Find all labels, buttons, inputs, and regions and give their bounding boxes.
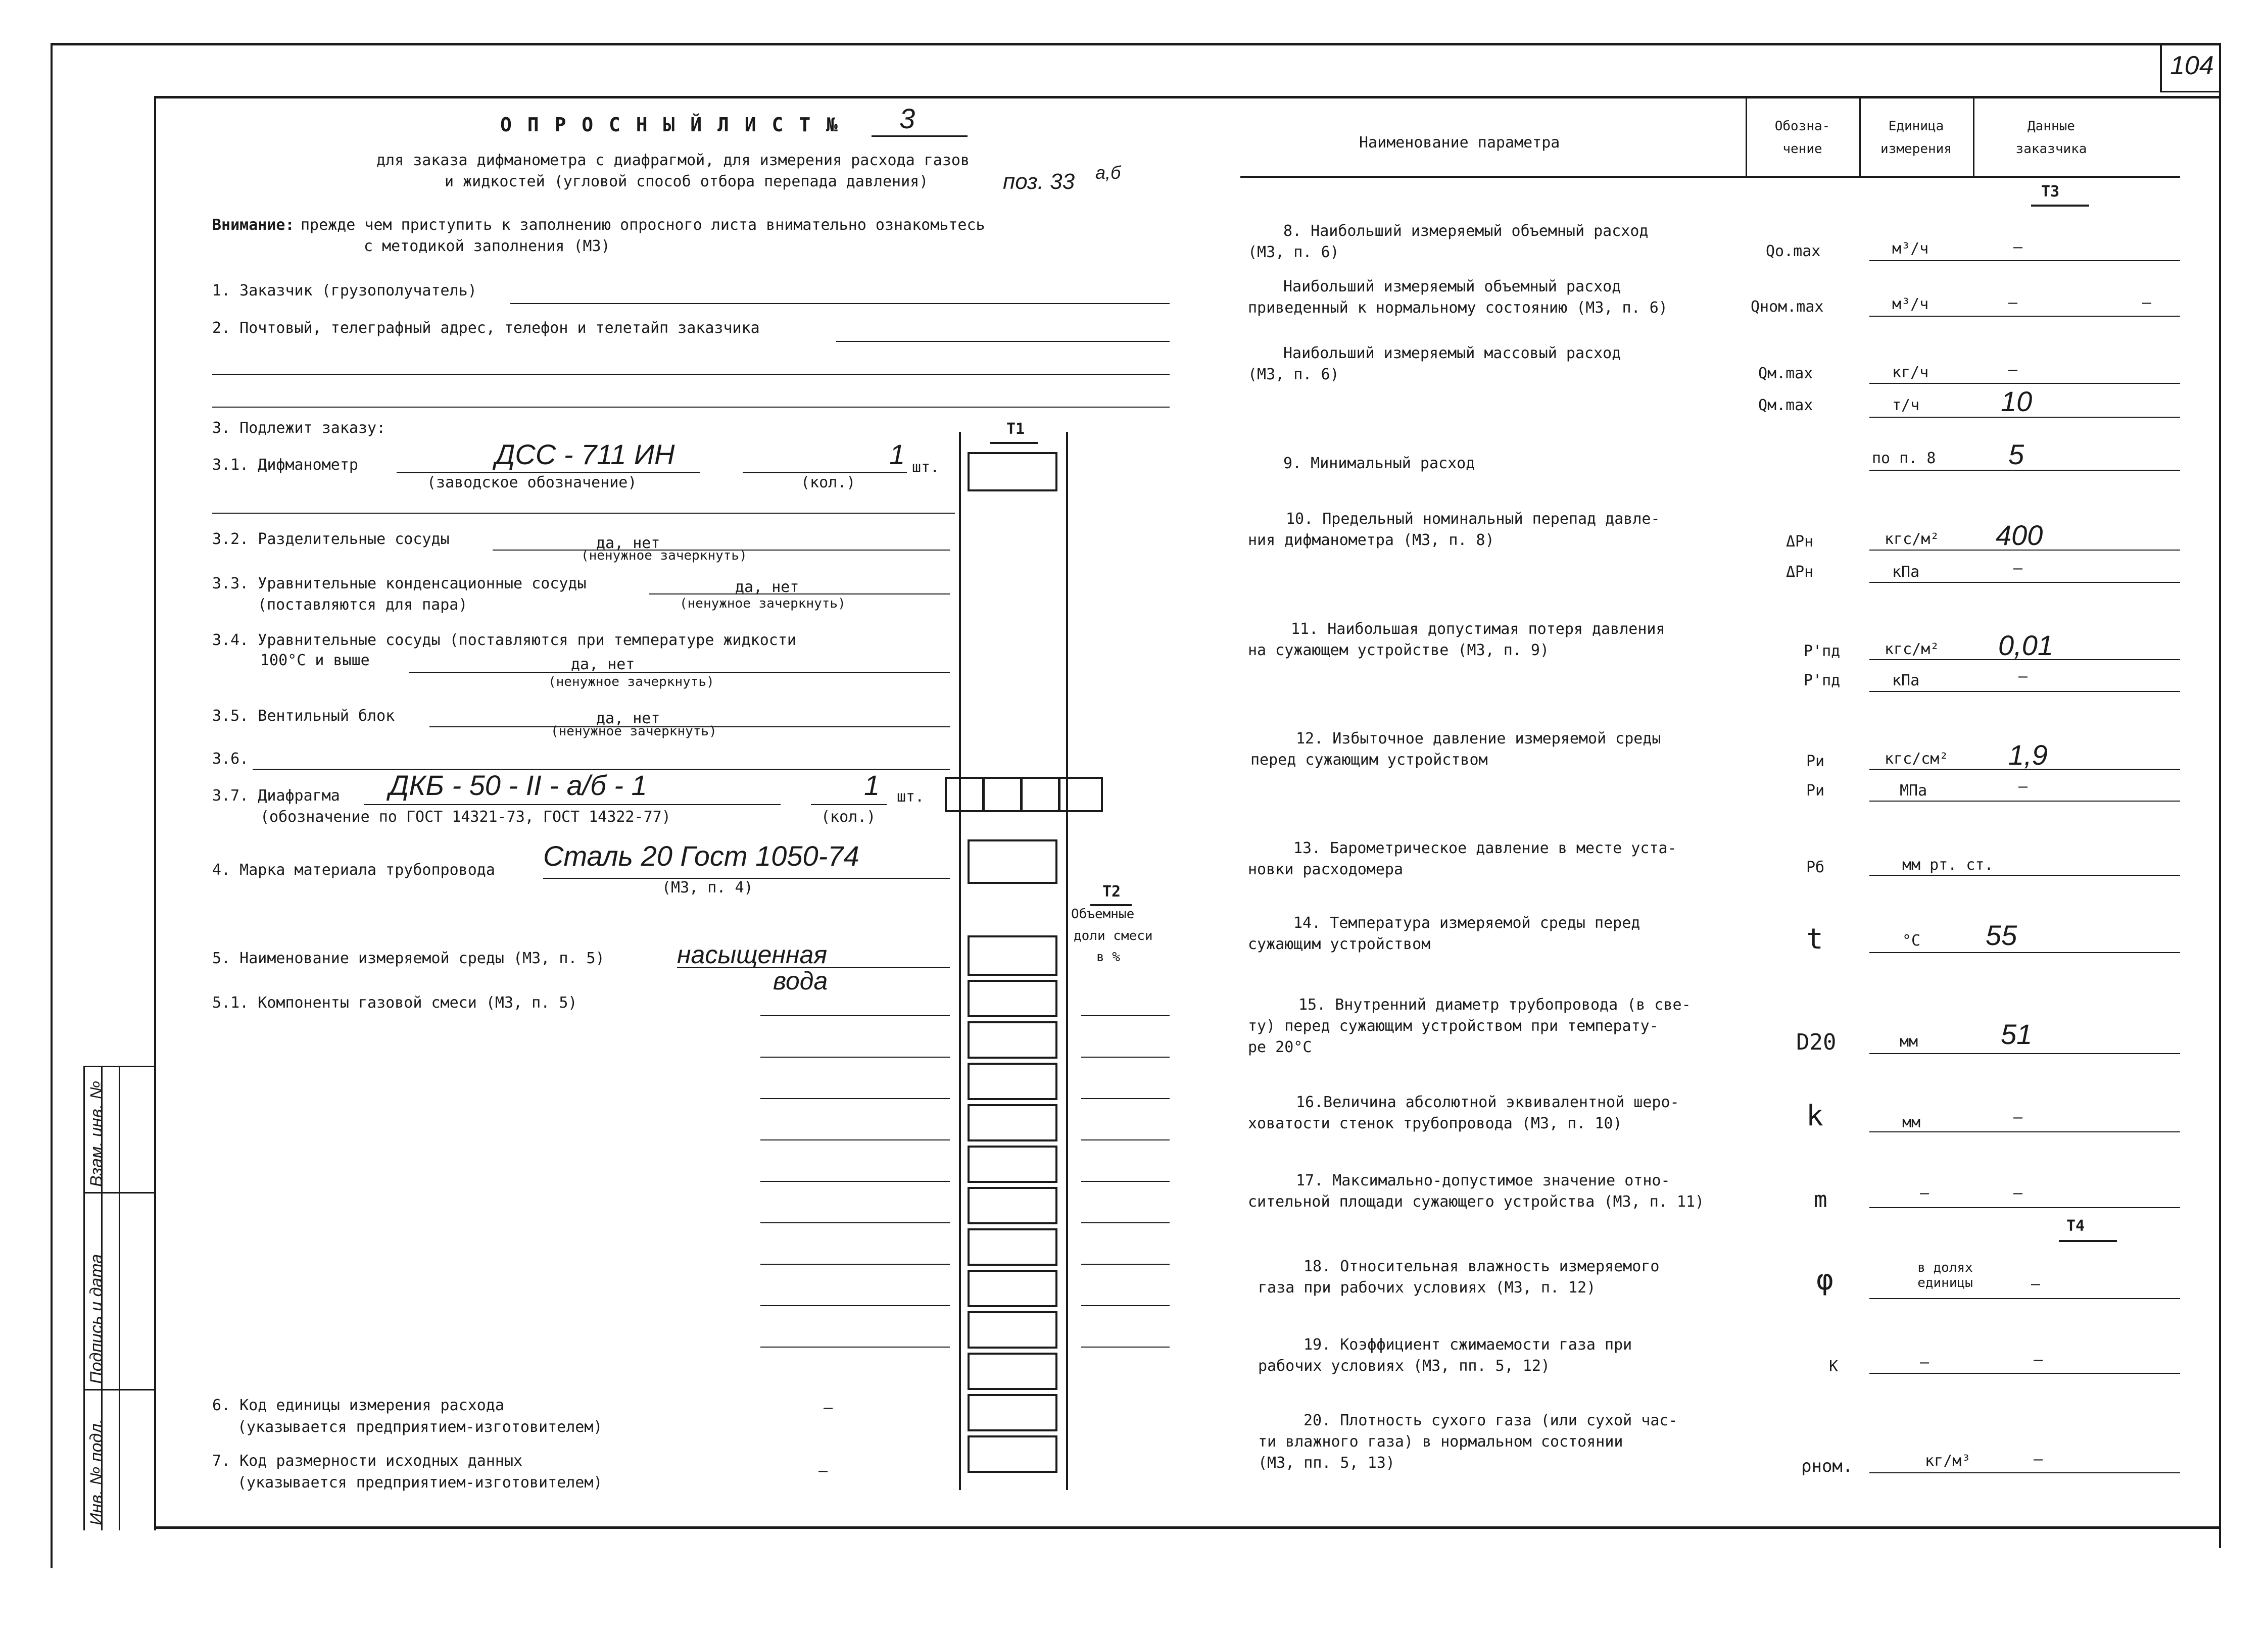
- row-17-line2: сительной площади сужающего устройства (М3, п. 11): [1248, 1193, 1705, 1211]
- row-8n-symbol: Qном.max: [1751, 298, 1824, 316]
- row-15-line3: ре 20°С: [1248, 1038, 1312, 1056]
- item-33-label: 3.3. Уравнительные конденсационные сосуды: [212, 575, 587, 592]
- row-8n-value: –: [2008, 294, 2018, 312]
- row-13-line1: 13. Барометрическое давление в месте уста-: [1293, 839, 1677, 857]
- row-10-value: 400: [1996, 519, 2043, 551]
- item-31-value: ДСС - 711 ИН: [495, 438, 675, 470]
- header-unit-2: измерения: [1880, 141, 1952, 157]
- row-13-symbol: Pб: [1806, 859, 1825, 876]
- form-number: 3: [899, 103, 915, 134]
- row-15-line2: ту) перед сужающим устройством при температу-: [1248, 1017, 1659, 1035]
- t1-box-51-9[interactable]: [968, 1311, 1057, 1349]
- row-8m-line2: (М3, п. 6): [1248, 366, 1339, 383]
- row-11-line1: 11. Наибольшая допустимая потеря давления: [1291, 620, 1665, 638]
- t1-column-left: [959, 432, 961, 1490]
- item-34-note: (ненужное зачеркнуть): [548, 674, 714, 689]
- outer-frame-top: [51, 43, 2221, 45]
- position-ref: поз. 33: [1003, 169, 1075, 194]
- attention-label: Внимание:: [212, 216, 295, 234]
- inner-frame-top: [154, 96, 2219, 98]
- t1-box-6[interactable]: [968, 1394, 1057, 1431]
- row-20-symbol: ρном.: [1801, 1456, 1853, 1476]
- t1-box-4[interactable]: [968, 839, 1057, 884]
- item-33-sub: (поставляются для пара): [258, 596, 468, 614]
- row-10-line2: ния дифманометра (М3, п. 8): [1248, 531, 1494, 549]
- row-16-unit: мм: [1902, 1114, 1921, 1131]
- item-51-label: 5.1. Компоненты газовой смеси (М3, п. 5): [212, 994, 577, 1012]
- t1-box-5[interactable]: [968, 935, 1057, 976]
- outer-frame-left: [51, 43, 53, 1568]
- row-11-line2: на сужающем устройстве (М3, п. 9): [1248, 641, 1550, 659]
- item-33-yesno: да, нет: [735, 578, 799, 596]
- row-20-value: –: [2034, 1451, 2043, 1468]
- item-7-sub: (указывается предприятием-изготовителем): [237, 1474, 603, 1492]
- item-6-sub: (указывается предприятием-изготовителем): [237, 1418, 603, 1436]
- row-8-line1: 8. Наибольший измеряемый объемный расход: [1283, 222, 1649, 240]
- row-11b-symbol: P'пд: [1804, 672, 1841, 689]
- item-32-note: (ненужное зачеркнуть): [581, 548, 747, 563]
- item-32-label: 3.2. Разделительные сосуды: [212, 530, 450, 548]
- row-11-unit: кгс/м²: [1885, 640, 1940, 658]
- item-1-label: 1. Заказчик (грузополучатель): [212, 282, 477, 300]
- item-31-qty: 1: [889, 438, 905, 470]
- row-14-value: 55: [1986, 919, 2017, 951]
- item-5-label: 5. Наименование измеряемой среды (М3, п. 5): [212, 950, 605, 967]
- t1-box-37b[interactable]: [983, 777, 1022, 812]
- row-16-symbol: k: [1806, 1100, 1823, 1132]
- row-15-line1: 15. Внутренний диаметр трубопровода (в све-: [1298, 996, 1691, 1014]
- stamp-inv-no: Инв. № подл.: [87, 1419, 106, 1525]
- row-14-line1: 14. Температура измеряемой среды перед: [1293, 914, 1640, 932]
- row-10b-unit: кПа: [1892, 563, 1920, 581]
- row-14-symbol: t: [1806, 923, 1823, 956]
- t1-box-37d[interactable]: [1058, 777, 1103, 812]
- t1-box-51-6[interactable]: [968, 1187, 1057, 1224]
- inner-frame-bottom: [154, 1526, 2219, 1529]
- row-17-symbol: m: [1814, 1187, 1827, 1213]
- row-9-unit: по п. 8: [1872, 450, 1936, 467]
- item-5-value2: вода: [773, 967, 828, 995]
- row-8t-value: 10: [2001, 385, 2033, 417]
- subtitle-line2: и жидкостей (угловой способ отбора перепада давления): [445, 173, 929, 190]
- t2-label: Т2: [1102, 883, 1121, 901]
- t1-box-51-2[interactable]: [968, 1021, 1057, 1059]
- item-34-sub: 100°С и выше: [260, 652, 370, 669]
- row-12-symbol: Pи: [1806, 753, 1825, 770]
- t3-label: Т3: [2041, 183, 2060, 201]
- item-7-value: –: [818, 1462, 828, 1480]
- row-11b-unit: кПа: [1892, 672, 1920, 689]
- item-37-value: ДКБ - 50 - II - а/б - 1: [389, 769, 647, 801]
- t1-column-right: [1066, 432, 1068, 1490]
- outer-frame-right: [2219, 43, 2221, 1548]
- row-8n-line2: приведенный к нормальному состоянию (М3, п. 6): [1248, 299, 1668, 317]
- item-34-label: 3.4. Уравнительные сосуды (поставляются при температуре жидкости: [212, 631, 796, 649]
- item-2-label: 2. Почтовый, телеграфный адрес, телефон и телетайп заказчика: [212, 319, 760, 337]
- row-8n-value2: –: [2142, 294, 2152, 312]
- row-19-line1: 19. Коэффициент сжимаемости газа при: [1304, 1336, 1632, 1354]
- item-31-unit: шт.: [912, 459, 940, 476]
- item-6-value: –: [824, 1399, 833, 1417]
- row-11b-value: –: [2018, 668, 2028, 685]
- row-8n-line1: Наибольший измеряемый объемный расход: [1283, 278, 1621, 295]
- row-10-line1: 10. Предельный номинальный перепад давле-: [1286, 510, 1660, 528]
- row-8t-symbol: Qм.max: [1758, 396, 1813, 414]
- sheet-number: 104: [2170, 51, 2214, 80]
- item-36-label: 3.6.: [212, 750, 249, 768]
- row-8-symbol: Qо.max: [1766, 242, 1821, 260]
- item-32-yesno: да, нет: [596, 534, 660, 552]
- row-12b-symbol: Pи: [1806, 782, 1825, 800]
- row-13-unit: мм рт. ст.: [1902, 856, 1994, 874]
- item-4-value: Сталь 20 Гост 1050-74: [543, 840, 859, 872]
- sheet-number-box-bottom: [2160, 91, 2219, 92]
- row-8-unit: м³/ч: [1892, 240, 1929, 258]
- row-8n-unit: м³/ч: [1892, 295, 1929, 313]
- row-8m-unit: кг/ч: [1892, 364, 1929, 381]
- item-37-unit: шт.: [897, 788, 925, 806]
- header-symbol-1: Обозна-: [1774, 119, 1830, 134]
- row-16-line2: ховатости стенок трубопровода (М3, п. 10): [1248, 1115, 1622, 1132]
- header-symbol-2: чение: [1782, 141, 1822, 157]
- sheet-number-box-left: [2160, 45, 2162, 92]
- row-8t-unit: т/ч: [1892, 396, 1920, 414]
- row-18-line2: газа при рабочих условиях (М3, п. 12): [1258, 1279, 1596, 1297]
- row-18-line1: 18. Относительная влажность измеряемого: [1304, 1258, 1660, 1275]
- t1-box-51-1[interactable]: [968, 980, 1057, 1017]
- row-10-symbol: ΔPн: [1786, 533, 1814, 551]
- t1-label: Т1: [1006, 420, 1025, 438]
- row-12b-unit: МПа: [1900, 782, 1927, 800]
- row-20-line1: 20. Плотность сухого газа (или сухой час-: [1304, 1412, 1678, 1429]
- header-data-1: Данные: [2028, 119, 2075, 134]
- item-35-note: (ненужное зачеркнуть): [551, 724, 717, 739]
- row-8m-symbol: Qм.max: [1758, 365, 1813, 382]
- t4-label: Т4: [2066, 1217, 2085, 1235]
- header-data-2: заказчика: [2015, 141, 2087, 157]
- row-12-line2: перед сужающим устройством: [1250, 751, 1488, 769]
- item-37-label: 3.7. Диафрагма: [212, 787, 340, 805]
- item-4-label: 4. Марка материала трубопровода: [212, 861, 495, 879]
- row-8-value: –: [2013, 238, 2023, 256]
- t1-box-37c[interactable]: [1021, 777, 1060, 812]
- item-4-note: (М3, п. 4): [662, 879, 753, 897]
- row-12b-value: –: [2018, 778, 2028, 796]
- stamp-replace-inv: Взам. инв. №: [87, 1080, 106, 1187]
- row-8m-value: –: [2008, 361, 2018, 379]
- t2-header1: Объемные: [1071, 907, 1135, 922]
- row-10-unit: кгс/м²: [1885, 530, 1940, 548]
- row-17-line1: 17. Максимально-допустимое значение отно-: [1296, 1172, 1670, 1189]
- item-37-note2: (кол.): [821, 808, 876, 826]
- t1-box-51-10[interactable]: [968, 1353, 1057, 1390]
- item-37-note1: (обозначение по ГОСТ 14321-73, ГОСТ 14322-77): [260, 808, 671, 826]
- row-10b-symbol: ΔPн: [1786, 563, 1814, 581]
- item-1-field[interactable]: [510, 303, 1170, 304]
- row-11-value: 0,01: [1998, 629, 2053, 661]
- row-15-unit: мм: [1900, 1033, 1918, 1051]
- row-16-value: –: [2013, 1109, 2023, 1126]
- row-9-line1: 9. Минимальный расход: [1283, 455, 1475, 472]
- item-33-note: (ненужное зачеркнуть): [680, 596, 846, 611]
- t1-box-51-3[interactable]: [968, 1063, 1057, 1100]
- row-13-line2: новки расходомера: [1248, 861, 1404, 878]
- form-title: О П Р О С Н Ы Й Л И С Т №: [500, 114, 840, 136]
- t1-box-37a[interactable]: [945, 777, 984, 812]
- inner-frame-left: [154, 96, 156, 1530]
- row-17-unit: –: [1920, 1184, 1929, 1202]
- row-19-line2: рабочих условиях (М3, пп. 5, 12): [1258, 1357, 1550, 1375]
- row-12-line1: 12. Избыточное давление измеряемой среды: [1296, 730, 1661, 748]
- t1-box-51-4[interactable]: [968, 1104, 1057, 1141]
- row-8-line2: (М3, п. 6): [1248, 243, 1339, 261]
- item-5-value1: насыщенная: [677, 940, 828, 969]
- item-35-label: 3.5. Вентильный блок: [212, 707, 395, 725]
- row-9-value: 5: [2008, 438, 2024, 470]
- row-16-line1: 16.Величина абсолютной эквивалентной шеро-: [1296, 1094, 1679, 1111]
- row-19-value: –: [2034, 1351, 2043, 1369]
- row-18-symbol: φ: [1816, 1264, 1833, 1297]
- row-11-symbol: P'пд: [1804, 642, 1841, 660]
- item-37-qty: 1: [864, 769, 880, 801]
- row-19-unit: –: [1920, 1354, 1929, 1371]
- t1-box-31[interactable]: [968, 452, 1057, 491]
- header-unit-1: Единица: [1888, 119, 1944, 134]
- item-7-label: 7. Код размерности исходных данных: [212, 1452, 523, 1470]
- row-14-line2: сужающим устройством: [1248, 935, 1431, 953]
- item-31-note2: (кол.): [801, 474, 856, 491]
- row-15-value: 51: [2001, 1018, 2033, 1050]
- t1-box-51-7[interactable]: [968, 1228, 1057, 1266]
- t2-header2: доли смеси: [1074, 928, 1153, 943]
- item-2-field[interactable]: [836, 341, 1170, 342]
- t1-box-51-8[interactable]: [968, 1270, 1057, 1307]
- item-3-label: 3. Подлежит заказу:: [212, 419, 386, 437]
- row-17-value: –: [2013, 1184, 2023, 1202]
- item-31-note1: (заводское обозначение): [427, 474, 637, 491]
- row-20-unit: кг/м³: [1925, 1452, 1971, 1470]
- row-19-symbol: K: [1829, 1358, 1839, 1375]
- item-35-yesno: да, нет: [596, 710, 660, 727]
- subtitle-line1: для заказа дифманометра с диафрагмой, для измерения расхода газов: [376, 152, 970, 169]
- t2-header3: в %: [1096, 950, 1120, 965]
- row-10b-value: –: [2013, 560, 2023, 577]
- t1-box-51-5[interactable]: [968, 1146, 1057, 1183]
- row-15-symbol: D20: [1796, 1029, 1837, 1055]
- row-12-value: 1,9: [2008, 739, 2048, 771]
- row-20-line2: ти влажного газа) в нормальном состоянии: [1258, 1433, 1623, 1451]
- attention-text1: прежде чем приступить к заполнению опросного листа внимательно ознакомьтесь: [301, 216, 985, 234]
- row-14-unit: °С: [1902, 932, 1921, 950]
- header-parameter: Наименование параметра: [1359, 134, 1560, 152]
- t1-box-7[interactable]: [968, 1435, 1057, 1473]
- item-34-yesno: да, нет: [571, 656, 635, 673]
- item-31-label: 3.1. Дифманометр: [212, 456, 358, 474]
- item-6-label: 6. Код единицы измерения расхода: [212, 1397, 504, 1414]
- position-ref-sup: а,б: [1095, 162, 1121, 183]
- row-12-unit: кгс/см²: [1885, 750, 1949, 768]
- stamp-signature-date: Подпись и дата: [87, 1254, 106, 1384]
- row-20-line3: (М3, пп. 5, 13): [1258, 1454, 1395, 1472]
- row-18-value: –: [2031, 1275, 2041, 1293]
- attention-text2: с методикой заполнения (М3): [364, 237, 610, 255]
- row-18-unit: в долях единицы: [1917, 1260, 1973, 1290]
- row-8m-line1: Наибольший измеряемый массовый расход: [1283, 344, 1621, 362]
